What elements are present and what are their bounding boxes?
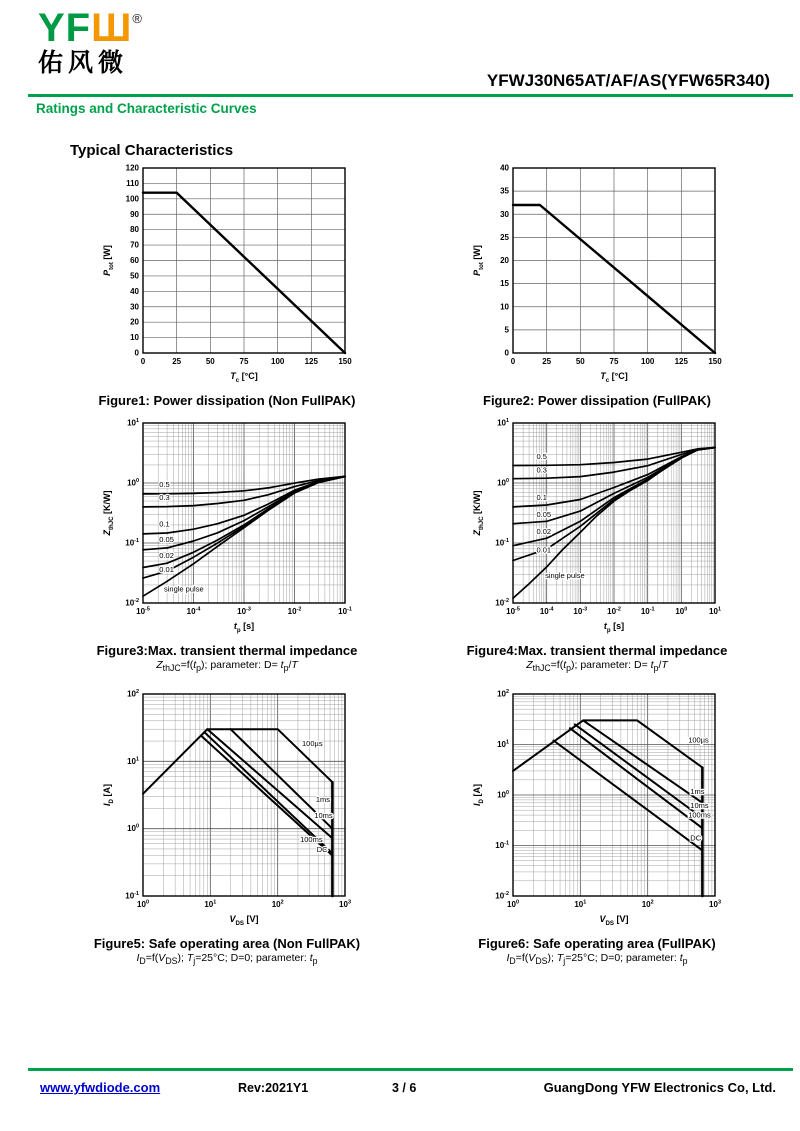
svg-text:10-5: $10^{-5}$ xyxy=(136,606,150,616)
svg-text:10-4: $10^{-4}$ xyxy=(539,606,554,616)
svg-text:100: $10^0$ xyxy=(137,899,149,909)
svg-text:102: $10^2$ xyxy=(497,689,509,699)
svg-text:Ptot [W]: $P_{tot}$ [W] xyxy=(102,245,115,276)
svg-text:30: 30 xyxy=(130,302,139,312)
svg-text:0.01: 0.01 xyxy=(536,545,552,555)
svg-text:10ms: 10ms xyxy=(690,801,709,811)
svg-text:ID [A]: $I_D$ [A] xyxy=(102,784,115,806)
registered-mark-icon: ® xyxy=(132,11,143,26)
svg-text:100: $10^0$ xyxy=(497,478,509,488)
figure2-caption: Figure2: Power dissipation (FullPAK) xyxy=(483,393,711,408)
svg-text:90: 90 xyxy=(130,209,139,219)
svg-text:150: 150 xyxy=(708,357,722,366)
figure3-subtitle: $Z_{thJC}=f(t_p)$; parameter: $D= t_p/T$ xyxy=(156,659,298,674)
svg-text:10: 10 xyxy=(130,333,139,343)
header-rule xyxy=(28,94,793,97)
svg-text:100ms: 100ms xyxy=(688,810,711,820)
svg-text:10-3: $10^{-3}$ xyxy=(237,606,251,616)
page-title: Typical Characteristics xyxy=(70,142,234,159)
svg-text:75: 75 xyxy=(239,357,249,366)
figure3-caption: Figure3:Max. transient thermal impedance xyxy=(96,643,358,658)
svg-text:5: 5 xyxy=(504,325,509,335)
svg-text:125: 125 xyxy=(304,357,318,366)
svg-text:10-1: $10^{-1}$ xyxy=(125,538,139,548)
svg-text:0.3: 0.3 xyxy=(536,465,547,475)
footer-rule xyxy=(28,1068,793,1071)
svg-text:10-2: $10^{-2}$ xyxy=(607,606,621,616)
svg-text:10ms: 10ms xyxy=(314,810,333,820)
svg-text:100: $10^0$ xyxy=(127,478,139,488)
svg-text:75: 75 xyxy=(609,357,619,366)
figure5-caption: Figure5: Safe operating area (Non FullPAK) xyxy=(93,936,361,951)
svg-text:0.05: 0.05 xyxy=(159,535,174,544)
svg-text:102: $10^2$ xyxy=(271,899,284,909)
figure2-power-dissipation-chart xyxy=(467,160,727,389)
svg-text:103: $10^3$ xyxy=(709,899,721,909)
svg-text:60: 60 xyxy=(130,256,139,265)
svg-text:10-3: $10^{-3}$ xyxy=(573,606,588,616)
svg-text:102: $10^2$ xyxy=(127,689,139,699)
svg-text:100: $10^0$ xyxy=(507,899,519,909)
svg-text:100: 100 xyxy=(641,357,655,366)
svg-text:0.05: 0.05 xyxy=(536,510,552,520)
logo-chinese-name: 佑风微 xyxy=(38,49,129,77)
svg-text:100: $10^0$ xyxy=(497,790,509,800)
svg-text:100: $10^0$ xyxy=(127,823,139,834)
figure3-thermal-impedance-chart xyxy=(97,415,357,639)
figure1-caption: Figure1: Power dissipation (Non FullPAK) xyxy=(98,393,356,408)
svg-text:0.02: 0.02 xyxy=(536,527,552,537)
svg-text:DC: DC xyxy=(316,845,328,854)
svg-text:10-2: $10^{-2}$ xyxy=(125,598,139,608)
svg-text:100µs: 100µs xyxy=(688,735,709,745)
svg-text:0: 0 xyxy=(510,357,516,366)
svg-text:35: 35 xyxy=(500,186,509,196)
svg-text:150: 150 xyxy=(338,357,352,366)
svg-text:70: 70 xyxy=(130,240,139,250)
figure1-block xyxy=(62,160,392,409)
svg-text:Tc [°C]: $T_c$ [°C] xyxy=(600,371,628,384)
svg-text:100ms: 100ms xyxy=(300,835,323,845)
svg-text:20: 20 xyxy=(500,256,509,265)
svg-text:101: $10^1$ xyxy=(204,899,217,909)
figure2-block xyxy=(432,160,762,409)
svg-text:10-2: $10^{-2}$ xyxy=(495,598,509,608)
svg-text:20: 20 xyxy=(130,317,139,327)
svg-text:0: 0 xyxy=(140,357,146,366)
svg-text:0.5: 0.5 xyxy=(536,452,547,462)
svg-text:0: 0 xyxy=(504,348,509,358)
svg-text:VDS [V]: $V_{DS}$ [V] xyxy=(599,914,629,927)
svg-text:40: 40 xyxy=(130,286,139,296)
part-number-title: YFWJ30N65AT/AF/AS(YFW65R340) xyxy=(486,71,770,90)
svg-text:101: $10^1$ xyxy=(497,418,509,428)
svg-text:10-2: $10^{-2}$ xyxy=(287,606,302,616)
svg-text:10-1: $10^{-1}$ xyxy=(640,606,655,616)
svg-text:10-1: $10^{-1}$ xyxy=(495,538,509,548)
svg-text:10-1: $10^{-1}$ xyxy=(338,606,352,616)
figure1-power-dissipation-chart xyxy=(97,160,357,389)
svg-text:30: 30 xyxy=(500,209,509,219)
figure4-thermal-impedance-chart xyxy=(467,415,727,639)
svg-text:single pulse: single pulse xyxy=(545,571,585,581)
svg-text:50: 50 xyxy=(575,357,585,366)
figure4-subtitle: $Z_{thJC}=f(t_p)$; parameter: $D= t_p/T$ xyxy=(526,659,668,674)
figure5-subtitle: $I_D=f(V_{DS})$; $T_j=25^\circ C$; D=0; parameter: $t_p$ xyxy=(136,952,318,967)
figure5-block xyxy=(62,686,392,966)
svg-text:50: 50 xyxy=(130,271,139,281)
svg-text:Tc [°C]: $T_c$ [°C] xyxy=(230,371,258,384)
section-heading: Ratings and Characteristic Curves xyxy=(36,101,257,116)
svg-text:101: $10^1$ xyxy=(574,899,587,909)
svg-text:101: $10^1$ xyxy=(709,606,721,616)
revision-label: Rev:2021Y1 xyxy=(238,1081,309,1095)
figure4-caption: Figure4:Max. transient thermal impedance xyxy=(466,643,728,658)
svg-text:10-4: $10^{-4}$ xyxy=(186,606,201,616)
svg-text:10-1: $10^{-1}$ xyxy=(125,891,139,901)
svg-text:103: $10^3$ xyxy=(339,899,351,909)
svg-text:10-2: $10^{-2}$ xyxy=(495,891,509,901)
svg-text:10: 10 xyxy=(500,302,509,312)
svg-text:0.1: 0.1 xyxy=(159,519,170,529)
figure6-block xyxy=(432,686,762,966)
page-number: 3 / 6 xyxy=(392,1081,417,1095)
svg-text:25: 25 xyxy=(500,232,509,242)
svg-text:40: 40 xyxy=(500,163,509,173)
svg-text:10-5: $10^{-5}$ xyxy=(506,606,520,616)
logo-w-glyph: Ш xyxy=(91,6,133,50)
svg-text:101: $10^1$ xyxy=(127,756,139,766)
svg-text:single pulse: single pulse xyxy=(164,584,204,594)
svg-text:ZthJC [K/W]: $Z_{thJC}$ [K/W] xyxy=(472,490,485,536)
svg-text:DC: DC xyxy=(690,833,702,843)
svg-text:0.5: 0.5 xyxy=(159,480,170,490)
svg-text:tp [s]: $t_p$ [s] xyxy=(603,621,625,634)
svg-text:101: $10^1$ xyxy=(127,418,139,428)
svg-text:25: 25 xyxy=(542,357,552,366)
svg-text:120: 120 xyxy=(125,163,139,173)
website-link[interactable]: www.yfwdiode.com xyxy=(40,1080,161,1095)
svg-text:100: $10^0$ xyxy=(675,606,688,616)
svg-text:125: 125 xyxy=(674,357,688,366)
svg-text:1ms: 1ms xyxy=(690,786,705,796)
yfw-logo-text xyxy=(38,8,143,48)
svg-text:50: 50 xyxy=(205,357,215,366)
figure6-subtitle: $I_D=f(V_{DS})$; $T_j=25^\circ C$; D=0; parameter: $t_p$ xyxy=(506,952,688,967)
figure3-block xyxy=(62,415,392,673)
company-name: GuangDong YFW Electronics Co, Ltd. xyxy=(543,1080,776,1095)
svg-text:0.3: 0.3 xyxy=(159,493,170,502)
svg-text:102: $10^2$ xyxy=(641,899,654,909)
svg-text:0.01: 0.01 xyxy=(159,564,174,574)
svg-text:1ms: 1ms xyxy=(315,794,331,804)
svg-text:ID [A]: $I_D$ [A] xyxy=(472,784,485,806)
logo-yf-letters: YF xyxy=(38,6,92,50)
svg-text:ZthJC [K/W]: $Z_{thJC}$ [K/W] xyxy=(102,490,115,536)
svg-text:100: 100 xyxy=(271,357,285,366)
figure4-block xyxy=(432,415,762,673)
svg-text:100µs: 100µs xyxy=(302,738,323,748)
svg-text:101: $10^1$ xyxy=(497,739,509,749)
svg-text:25: 25 xyxy=(172,357,182,366)
svg-text:Ptot [W]: $P_{tot}$ [W] xyxy=(472,245,485,276)
svg-text:15: 15 xyxy=(500,279,509,289)
svg-text:100: 100 xyxy=(125,194,139,204)
svg-text:VDS [V]: $V_{DS}$ [V] xyxy=(229,914,259,927)
svg-text:0.02: 0.02 xyxy=(159,551,174,561)
svg-text:80: 80 xyxy=(130,225,139,235)
yfw-logo xyxy=(38,8,143,76)
svg-text:0: 0 xyxy=(134,348,139,358)
svg-text:110: 110 xyxy=(126,178,139,188)
svg-text:0.1: 0.1 xyxy=(536,493,547,502)
figure5-soa-chart xyxy=(97,686,357,932)
figure6-caption: Figure6: Safe operating area (FullPAK) xyxy=(478,936,716,951)
figure6-soa-chart xyxy=(467,686,727,932)
svg-text:tp [s]: $t_p$ [s] xyxy=(233,621,255,634)
svg-text:10-1: $10^{-1}$ xyxy=(495,840,509,850)
